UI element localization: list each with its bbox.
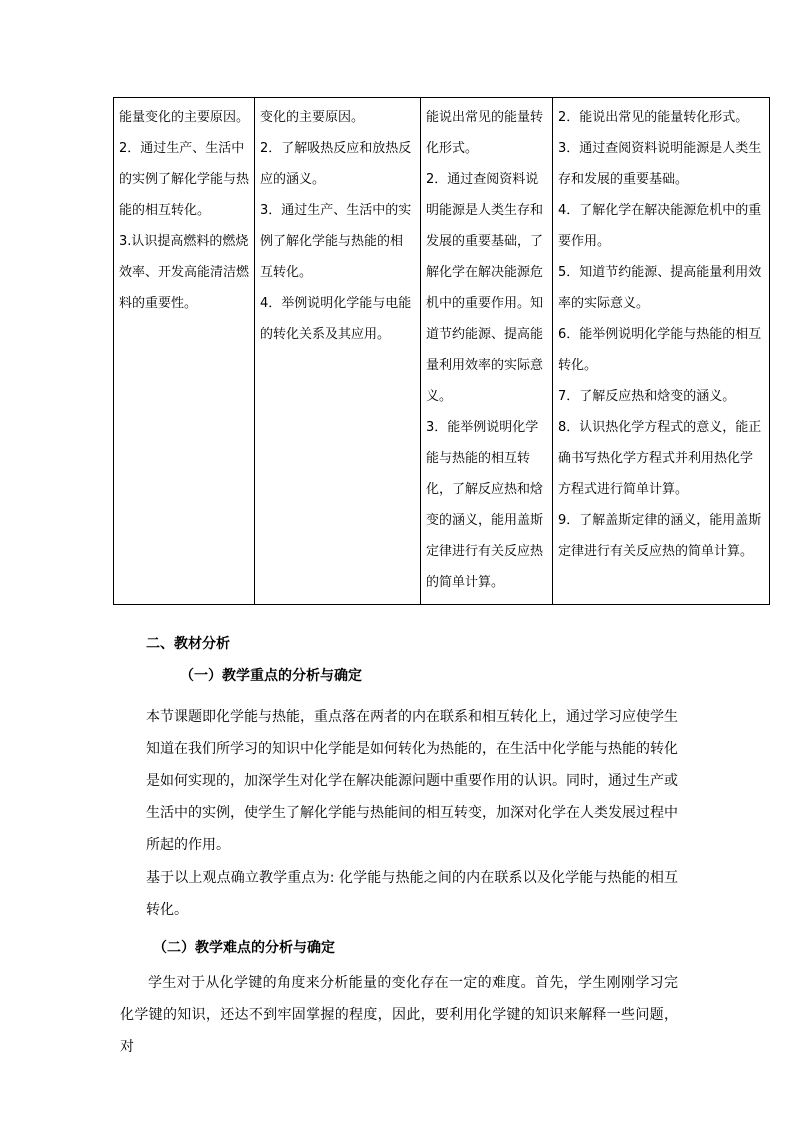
cell-text: 6．能举例说明化学能与热能的相互转化。 <box>558 327 762 373</box>
subsection-heading-difficulty: （二）教学难点的分析与确定 <box>153 940 335 956</box>
cell-text: 9．了解盖斯定律的涵义，能用盖斯定律进行有关反应热的简单计算。 <box>558 513 762 559</box>
table-cell-col1 <box>114 98 255 605</box>
cell-text: 5．知道节约能源、提高能量利用效率的实际意义。 <box>558 265 762 311</box>
cell-text: 能量变化的主要原因。 <box>119 110 250 125</box>
subsection-heading-focus: （一）教学重点的分析与确定 <box>180 668 362 684</box>
table-row <box>114 98 770 605</box>
cell-text: 2．能说出常见的能量转化形式。 <box>558 110 749 125</box>
paragraph: 学生对于从化学键的角度来分析能量的变化存在一定的难度。首先，学生刚刚学习完化学键的知识，还达不到牢固掌握的程度，因此，要利用化学键的知识来解释一些问题，对 <box>120 975 678 1055</box>
cell-text: 3．通过生产、生活中的实例了解化学能与热能的相互转化。 <box>260 203 412 280</box>
section-heading: 二、教材分析 <box>146 636 230 652</box>
paragraph: 本节课题即化学能与热能，重点落在两者的内在联系和相互转化上，通过学习应使学生知道在我们所学习的知识中化学能是如何转化为热能的，在生活中化学能与热能的转化是如何实现的，加深学生对化学在解决能源问题中重要作用的认识。同时，通过生产或生活中的实例，使学生了解化学能与热能间的相互转变，加深对化学在人类发展过程中所起的作用。 <box>146 709 678 853</box>
cell-text: 2．通过生产、生活中的实例了解化学能与热能的相互转化。 <box>119 141 250 218</box>
cell-text: 3.认识提高燃料的燃烧效率、开发高能清洁燃料的重要性。 <box>119 234 250 311</box>
standards-table <box>113 97 770 605</box>
cell-text: 3．能举例说明化学能与热能的相互转化，了解反应热和焓变的涵义，能用盖斯定律进行有关反应热的简单计算。 <box>426 420 544 590</box>
table-cell-col4 <box>553 98 770 605</box>
cell-text: 7．了解反应热和焓变的涵义。 <box>558 389 736 404</box>
table-cell-col3 <box>421 98 553 605</box>
paragraph: 基于以上观点确立教学重点为: 化学能与热能之间的内在联系以及化学能与热能的相互转化。 <box>146 870 678 918</box>
cell-text: 4．举例说明化学能与电能的转化关系及其应用。 <box>260 296 412 342</box>
cell-text: 能说出常见的能量转化形式。 <box>426 110 544 156</box>
cell-text: 2．了解吸热反应和放热反应的涵义。 <box>260 141 412 187</box>
cell-text: 3．通过查阅资料说明能源是人类生存和发展的重要基础。 <box>558 141 762 187</box>
cell-text: 变化的主要原因。 <box>260 110 365 125</box>
cell-text: 8．认识热化学方程式的意义，能正确书写热化学方程式并利用热化学方程式进行简单计算。 <box>558 420 762 497</box>
table-cell-col2 <box>255 98 421 605</box>
cell-text: 4．了解化学在解决能源危机中的重要作用。 <box>558 203 762 249</box>
cell-text: 2．通过查阅资料说明能源是人类生存和发展的重要基础，了解化学在解决能源危机中的重要作用。知道节约能源、提高能量利用效率的实际意义。 <box>426 172 544 404</box>
